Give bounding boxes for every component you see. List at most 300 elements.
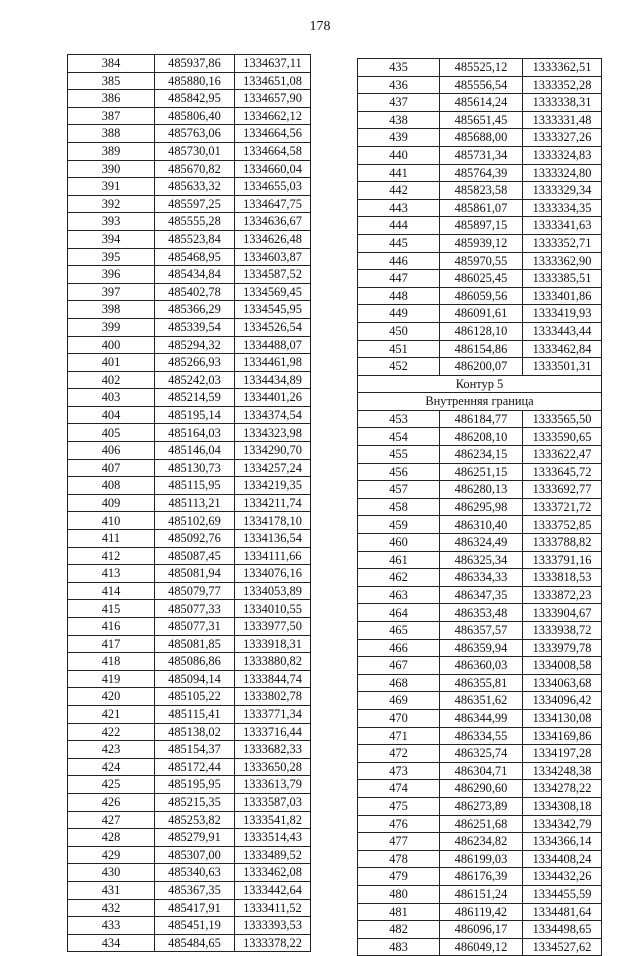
point-number: 399 <box>68 318 155 336</box>
point-number: 458 <box>358 498 440 516</box>
coordinate-table-right <box>357 58 602 956</box>
coord-x: 485417,91 <box>155 899 235 917</box>
point-number: 465 <box>358 622 440 640</box>
coord-y: 1333338,31 <box>523 94 602 112</box>
coord-y: 1333393,53 <box>235 917 311 935</box>
coord-x: 486344,99 <box>440 709 523 727</box>
coord-y: 1334664,58 <box>235 142 311 160</box>
coord-y: 1334647,75 <box>235 195 311 213</box>
point-number: 406 <box>68 442 155 460</box>
point-number: 470 <box>358 709 440 727</box>
point-number: 416 <box>68 618 155 636</box>
coord-y: 1334432,26 <box>523 868 602 886</box>
point-number: 453 <box>358 410 440 428</box>
point-number: 461 <box>358 551 440 569</box>
coord-x: 486334,33 <box>440 569 523 587</box>
table-row <box>358 270 602 288</box>
point-number: 414 <box>68 582 155 600</box>
coord-x: 485164,03 <box>155 424 235 442</box>
contour-subtitle: Внутренняя граница <box>358 393 602 411</box>
table-row <box>68 125 311 143</box>
point-number: 478 <box>358 850 440 868</box>
point-number: 481 <box>358 903 440 921</box>
point-number: 467 <box>358 657 440 675</box>
table-row <box>358 622 602 640</box>
table-row <box>358 217 602 235</box>
coord-y: 1333334,35 <box>523 199 602 217</box>
coord-y: 1334587,52 <box>235 266 311 284</box>
coord-y: 1333514,43 <box>235 829 311 847</box>
point-number: 428 <box>68 829 155 847</box>
coord-y: 1333443,44 <box>523 322 602 340</box>
point-number: 431 <box>68 881 155 899</box>
coord-x: 485077,33 <box>155 600 235 618</box>
point-number: 427 <box>68 811 155 829</box>
point-number: 422 <box>68 723 155 741</box>
point-number: 441 <box>358 164 440 182</box>
coord-x: 486025,45 <box>440 270 523 288</box>
point-number: 442 <box>358 182 440 200</box>
coordinate-table-left-body <box>68 55 311 952</box>
point-number: 472 <box>358 745 440 763</box>
point-number: 434 <box>68 934 155 952</box>
coord-x: 485597,25 <box>155 195 235 213</box>
coord-x: 486091,61 <box>440 305 523 323</box>
coord-y: 1333791,16 <box>523 551 602 569</box>
coord-x: 486199,03 <box>440 850 523 868</box>
coord-x: 485939,12 <box>440 234 523 252</box>
coord-x: 485764,39 <box>440 164 523 182</box>
point-number: 456 <box>358 463 440 481</box>
coord-x: 485366,29 <box>155 301 235 319</box>
coord-x: 485094,14 <box>155 670 235 688</box>
coord-x: 485081,85 <box>155 635 235 653</box>
coord-x: 486176,39 <box>440 868 523 886</box>
contour-title: Контур 5 <box>358 375 602 393</box>
coord-y: 1333771,34 <box>235 705 311 723</box>
table-row <box>358 745 602 763</box>
coord-y: 1333622,47 <box>523 446 602 464</box>
coord-x: 485556,54 <box>440 76 523 94</box>
coord-x: 486049,12 <box>440 938 523 956</box>
contour-subtitle-row <box>358 393 602 411</box>
coord-y: 1333352,28 <box>523 76 602 94</box>
coord-x: 486351,62 <box>440 692 523 710</box>
coord-x: 485434,84 <box>155 266 235 284</box>
coord-x: 485688,00 <box>440 129 523 147</box>
table-row <box>68 670 311 688</box>
table-row <box>358 410 602 428</box>
point-number: 401 <box>68 354 155 372</box>
table-row <box>358 850 602 868</box>
table-row <box>68 248 311 266</box>
table-row <box>358 551 602 569</box>
coord-y: 1334655,03 <box>235 178 311 196</box>
coord-x: 485266,93 <box>155 354 235 372</box>
coord-y: 1334545,95 <box>235 301 311 319</box>
coord-x: 485087,45 <box>155 547 235 565</box>
coord-y: 1334248,38 <box>523 762 602 780</box>
table-row <box>68 758 311 776</box>
table-row <box>68 494 311 512</box>
coord-y: 1334488,07 <box>235 336 311 354</box>
point-number: 445 <box>358 234 440 252</box>
table-row <box>358 498 602 516</box>
point-number: 443 <box>358 199 440 217</box>
point-number: 448 <box>358 287 440 305</box>
table-row <box>358 727 602 745</box>
point-number: 473 <box>358 762 440 780</box>
table-row <box>358 340 602 358</box>
coord-y: 1334660,04 <box>235 160 311 178</box>
coord-x: 486151,24 <box>440 885 523 903</box>
coord-x: 486357,57 <box>440 622 523 640</box>
coord-x: 485731,34 <box>440 146 523 164</box>
point-number: 449 <box>358 305 440 323</box>
coord-y: 1333378,22 <box>235 934 311 952</box>
coord-y: 1334008,58 <box>523 657 602 675</box>
table-row <box>68 776 311 794</box>
table-row <box>68 741 311 759</box>
point-number: 404 <box>68 406 155 424</box>
coord-x: 486325,74 <box>440 745 523 763</box>
table-row <box>358 885 602 903</box>
point-number: 438 <box>358 111 440 129</box>
coord-y: 1334257,24 <box>235 459 311 477</box>
table-row <box>68 582 311 600</box>
coord-y: 1334053,89 <box>235 582 311 600</box>
table-row <box>68 917 311 935</box>
table-row <box>68 230 311 248</box>
coord-x: 486251,68 <box>440 815 523 833</box>
table-row <box>358 146 602 164</box>
coord-x: 486184,77 <box>440 410 523 428</box>
coord-x: 485086,86 <box>155 653 235 671</box>
table-row <box>358 797 602 815</box>
table-row <box>68 55 311 73</box>
table-row <box>68 371 311 389</box>
coordinate-table-right-top-body <box>358 59 602 376</box>
coord-x: 485339,54 <box>155 318 235 336</box>
coord-x: 485340,63 <box>155 864 235 882</box>
coord-x: 486154,86 <box>440 340 523 358</box>
table-row <box>358 604 602 622</box>
table-row <box>358 534 602 552</box>
table-row <box>68 723 311 741</box>
coord-x: 485079,77 <box>155 582 235 600</box>
point-number: 409 <box>68 494 155 512</box>
table-row <box>358 463 602 481</box>
coord-x: 486251,15 <box>440 463 523 481</box>
coord-x: 485651,45 <box>440 111 523 129</box>
table-row <box>68 195 311 213</box>
table-row <box>358 586 602 604</box>
coord-y: 1333692,77 <box>523 481 602 499</box>
point-number: 385 <box>68 72 155 90</box>
coord-y: 1333419,93 <box>523 305 602 323</box>
coord-x: 486324,49 <box>440 534 523 552</box>
point-number: 405 <box>68 424 155 442</box>
table-row <box>358 111 602 129</box>
point-number: 483 <box>358 938 440 956</box>
point-number: 420 <box>68 688 155 706</box>
coord-x: 486310,40 <box>440 516 523 534</box>
coord-y: 1333918,31 <box>235 635 311 653</box>
coord-y: 1334664,56 <box>235 125 311 143</box>
coord-y: 1333587,03 <box>235 793 311 811</box>
coord-y: 1334342,79 <box>523 815 602 833</box>
point-number: 424 <box>68 758 155 776</box>
table-row <box>358 815 602 833</box>
point-number: 397 <box>68 283 155 301</box>
point-number: 429 <box>68 846 155 864</box>
point-number: 419 <box>68 670 155 688</box>
coord-y: 1333352,71 <box>523 234 602 252</box>
table-row <box>358 569 602 587</box>
coord-y: 1334169,86 <box>523 727 602 745</box>
table-row <box>68 160 311 178</box>
coord-y: 1333401,86 <box>523 287 602 305</box>
table-row <box>358 903 602 921</box>
coord-y: 1333818,53 <box>523 569 602 587</box>
coord-x: 485113,21 <box>155 494 235 512</box>
table-row <box>68 899 311 917</box>
coord-y: 1333362,51 <box>523 59 602 77</box>
coord-y: 1333977,50 <box>235 618 311 636</box>
table-row <box>358 833 602 851</box>
table-row <box>358 481 602 499</box>
point-number: 454 <box>358 428 440 446</box>
point-number: 392 <box>68 195 155 213</box>
coord-y: 1333565,50 <box>523 410 602 428</box>
table-row <box>358 94 602 112</box>
coord-x: 486295,98 <box>440 498 523 516</box>
table-row <box>68 565 311 583</box>
point-number: 468 <box>358 674 440 692</box>
coord-x: 485730,01 <box>155 142 235 160</box>
coord-y: 1334178,10 <box>235 512 311 530</box>
table-row <box>68 846 311 864</box>
coord-y: 1334626,48 <box>235 230 311 248</box>
table-row <box>68 354 311 372</box>
point-number: 413 <box>68 565 155 583</box>
coord-x: 486290,60 <box>440 780 523 798</box>
table-row <box>358 234 602 252</box>
point-number: 451 <box>358 340 440 358</box>
coord-y: 1333844,74 <box>235 670 311 688</box>
table-row <box>358 674 602 692</box>
point-number: 460 <box>358 534 440 552</box>
point-number: 403 <box>68 389 155 407</box>
coord-x: 485861,07 <box>440 199 523 217</box>
coord-y: 1334569,45 <box>235 283 311 301</box>
coord-y: 1333716,44 <box>235 723 311 741</box>
table-row <box>358 938 602 956</box>
coord-y: 1334323,98 <box>235 424 311 442</box>
table-row <box>68 424 311 442</box>
coord-x: 485970,55 <box>440 252 523 270</box>
coord-x: 486360,03 <box>440 657 523 675</box>
table-row <box>68 142 311 160</box>
coord-x: 486200,07 <box>440 358 523 376</box>
point-number: 482 <box>358 921 440 939</box>
point-number: 384 <box>68 55 155 73</box>
point-number: 462 <box>358 569 440 587</box>
coord-x: 485115,41 <box>155 705 235 723</box>
point-number: 433 <box>68 917 155 935</box>
coord-x: 485146,04 <box>155 442 235 460</box>
coord-y: 1334219,35 <box>235 477 311 495</box>
point-number: 446 <box>358 252 440 270</box>
coord-x: 486096,17 <box>440 921 523 939</box>
table-row <box>68 618 311 636</box>
point-number: 396 <box>68 266 155 284</box>
coord-x: 486208,10 <box>440 428 523 446</box>
coord-x: 485130,73 <box>155 459 235 477</box>
coord-y: 1334657,90 <box>235 90 311 108</box>
coord-y: 1334408,24 <box>523 850 602 868</box>
point-number: 389 <box>68 142 155 160</box>
table-row <box>358 358 602 376</box>
coord-y: 1333682,33 <box>235 741 311 759</box>
coord-x: 485842,95 <box>155 90 235 108</box>
coord-y: 1333979,78 <box>523 639 602 657</box>
table-row <box>68 336 311 354</box>
coord-y: 1333324,83 <box>523 146 602 164</box>
coord-x: 485614,24 <box>440 94 523 112</box>
coord-x: 486355,81 <box>440 674 523 692</box>
coord-x: 485092,76 <box>155 530 235 548</box>
table-row <box>358 868 602 886</box>
coord-y: 1333880,82 <box>235 653 311 671</box>
point-number: 410 <box>68 512 155 530</box>
coord-y: 1333501,31 <box>523 358 602 376</box>
coord-x: 485242,03 <box>155 371 235 389</box>
point-number: 463 <box>358 586 440 604</box>
coord-x: 485897,15 <box>440 217 523 235</box>
coord-x: 485195,95 <box>155 776 235 794</box>
table-row <box>68 653 311 671</box>
coord-x: 485294,32 <box>155 336 235 354</box>
coord-x: 485525,12 <box>440 59 523 77</box>
coord-x: 485484,65 <box>155 934 235 952</box>
coord-y: 1334651,08 <box>235 72 311 90</box>
coord-x: 485102,69 <box>155 512 235 530</box>
coord-y: 1334498,65 <box>523 921 602 939</box>
coord-y: 1334636,67 <box>235 213 311 231</box>
table-row <box>358 921 602 939</box>
table-row <box>358 692 602 710</box>
coord-x: 485105,22 <box>155 688 235 706</box>
coord-x: 485555,28 <box>155 213 235 231</box>
point-number: 425 <box>68 776 155 794</box>
coord-x: 485880,16 <box>155 72 235 90</box>
coord-y: 1333442,64 <box>235 881 311 899</box>
coord-x: 485670,82 <box>155 160 235 178</box>
point-number: 435 <box>358 59 440 77</box>
point-number: 444 <box>358 217 440 235</box>
point-number: 477 <box>358 833 440 851</box>
coord-y: 1334662,12 <box>235 107 311 125</box>
coord-x: 486273,89 <box>440 797 523 815</box>
coord-x: 486234,82 <box>440 833 523 851</box>
point-number: 387 <box>68 107 155 125</box>
table-row <box>68 688 311 706</box>
point-number: 466 <box>358 639 440 657</box>
table-row <box>68 389 311 407</box>
coord-x: 485451,19 <box>155 917 235 935</box>
coord-y: 1333938,72 <box>523 622 602 640</box>
coord-x: 485468,95 <box>155 248 235 266</box>
coord-y: 1333650,28 <box>235 758 311 776</box>
point-number: 386 <box>68 90 155 108</box>
page-number: 178 <box>309 19 331 34</box>
coord-y: 1334211,74 <box>235 494 311 512</box>
table-row <box>358 164 602 182</box>
table-row <box>358 305 602 323</box>
coord-y: 1333489,52 <box>235 846 311 864</box>
point-number: 421 <box>68 705 155 723</box>
table-row <box>358 780 602 798</box>
coord-y: 1333462,84 <box>523 340 602 358</box>
coord-y: 1333872,23 <box>523 586 602 604</box>
point-number: 415 <box>68 600 155 618</box>
table-row <box>68 881 311 899</box>
point-number: 450 <box>358 322 440 340</box>
point-number: 407 <box>68 459 155 477</box>
coord-x: 485215,35 <box>155 793 235 811</box>
coord-y: 1334374,54 <box>235 406 311 424</box>
table-row <box>68 477 311 495</box>
point-number: 447 <box>358 270 440 288</box>
coord-x: 485402,78 <box>155 283 235 301</box>
coordinate-table-right-bottom-body <box>358 410 602 955</box>
table-row <box>68 90 311 108</box>
table-row <box>358 428 602 446</box>
point-number: 395 <box>68 248 155 266</box>
table-row <box>68 934 311 952</box>
coord-x: 485138,02 <box>155 723 235 741</box>
point-number: 471 <box>358 727 440 745</box>
table-row <box>68 600 311 618</box>
table-row <box>68 547 311 565</box>
coord-y: 1334603,87 <box>235 248 311 266</box>
table-row <box>68 635 311 653</box>
table-row <box>68 705 311 723</box>
point-number: 452 <box>358 358 440 376</box>
point-number: 476 <box>358 815 440 833</box>
coord-y: 1333331,48 <box>523 111 602 129</box>
coord-y: 1334434,89 <box>235 371 311 389</box>
coord-y: 1333788,82 <box>523 534 602 552</box>
coord-y: 1333752,85 <box>523 516 602 534</box>
point-number: 475 <box>358 797 440 815</box>
contour-caption <box>358 375 602 410</box>
coord-x: 486353,48 <box>440 604 523 622</box>
table-row <box>68 512 311 530</box>
table-row <box>68 406 311 424</box>
point-number: 430 <box>68 864 155 882</box>
coord-y: 1334461,98 <box>235 354 311 372</box>
coord-y: 1333362,90 <box>523 252 602 270</box>
point-number: 391 <box>68 178 155 196</box>
coord-y: 1333590,65 <box>523 428 602 446</box>
table-row <box>358 182 602 200</box>
table-row <box>358 639 602 657</box>
coord-y: 1334455,59 <box>523 885 602 903</box>
point-number: 402 <box>68 371 155 389</box>
point-number: 423 <box>68 741 155 759</box>
